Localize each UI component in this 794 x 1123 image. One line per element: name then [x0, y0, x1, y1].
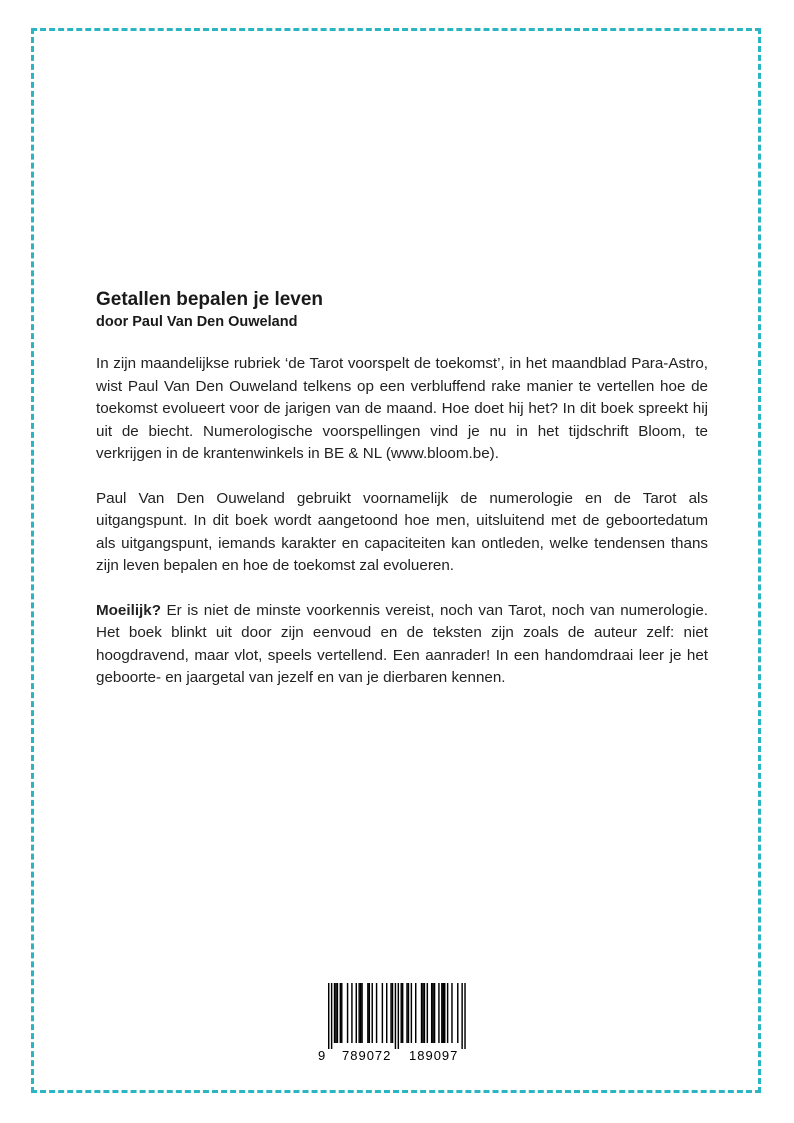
barcode-bar [415, 983, 416, 1043]
barcode-bar [422, 983, 423, 1043]
barcode-bar [431, 983, 432, 1043]
barcode-bar [337, 983, 338, 1043]
barcode-bar [461, 983, 462, 1049]
difficulty-text: Er is niet de minste voorkennis vereist, noch van Tarot, noch van numerologie. Het boek blinkt uit door zijn eenvoud en de teksten zijn zoals de auteur zelf: niet hoogdravend, maar vlot, speels vertellend. Een aanrader! In een handomdraai leer je het geboorte- en jaargetal van jezelf en van je dierbaren kennen. [96, 601, 708, 686]
barcode-bar [421, 983, 422, 1043]
barcode-bar [340, 983, 341, 1043]
barcode-bar [390, 983, 391, 1043]
difficulty-lead: Moeilijk? [96, 601, 161, 619]
book-byline: door Paul Van Den Ouweland [96, 314, 298, 330]
barcode-bar [356, 983, 357, 1043]
book-title: Getallen bepalen je leven [96, 289, 324, 310]
barcode-bar [406, 983, 407, 1043]
barcode-bar [369, 983, 370, 1043]
barcode-bar [398, 983, 399, 1049]
barcode-bar [395, 983, 396, 1049]
barcode-bar [386, 983, 387, 1043]
barcode-bar [402, 983, 403, 1043]
barcode-bar [441, 983, 442, 1043]
barcode-bar [341, 983, 342, 1043]
back-cover-text [96, 288, 708, 712]
barcode-bar [376, 983, 377, 1043]
barcode-bar [360, 983, 361, 1043]
barcode-bar [331, 983, 332, 1049]
barcode-bar [361, 983, 362, 1043]
barcode-digits-left: 789072 [342, 1048, 392, 1063]
paragraph-method: Paul Van Den Ouweland gebruikt voornamelijk de numerologie en de Tarot als uitgangspunt. In dit boek wordt aangetoond hoe men, uitsluitend met de geboortedatum als uitgangspunt, iemands karakter en capaciteiten kan ontleden, welke tendensen thans zijn leven bepalen en hoe de toekomst zal evolueren. [96, 489, 708, 574]
barcode-bar [427, 983, 428, 1043]
barcode-bar [335, 983, 336, 1043]
barcode-bar [411, 983, 412, 1043]
barcode-bar [334, 983, 335, 1043]
barcode-bar [434, 983, 435, 1043]
barcode-bar [447, 983, 448, 1043]
barcode-digit-first: 9 [318, 1048, 326, 1063]
barcode-bar [457, 983, 458, 1043]
barcode-digits-right: 189097 [409, 1048, 459, 1063]
barcode-digits [318, 1048, 470, 1064]
paragraph-intro: In zijn maandelijkse rubriek ‘de Tarot voorspelt de toekomst’, in het maandblad Para-Astro, wist Paul Van Den Ouweland telkens op een verbluffend rake manier te vertellen hoe de toekomst evolueert voor de jarigen van de maand. Hoe doet hij het? In dit boek spreekt hij uit de biecht. Numerologische voorspellingen vind je nu in het tijdschrift Bloom, te verkrijgen in de krantenwinkels in BE & NL (www.bloom.be). [96, 355, 708, 462]
barcode-bar [382, 983, 383, 1043]
barcode-bar [464, 983, 465, 1049]
barcode-bar [347, 983, 348, 1043]
paragraph-difficulty [96, 600, 708, 690]
barcode-bar [372, 983, 373, 1043]
barcode-bar [424, 983, 425, 1043]
barcode-bar [408, 983, 409, 1043]
barcode-bar [438, 983, 439, 1043]
barcode-bar [443, 983, 444, 1043]
barcode-bars [318, 983, 470, 1049]
barcode-bar [444, 983, 445, 1043]
isbn-barcode [318, 983, 470, 1063]
barcode-bar [401, 983, 402, 1043]
barcode-bar [392, 983, 393, 1043]
barcode-bar [358, 983, 359, 1043]
barcode-bar [351, 983, 352, 1043]
barcode-bar [367, 983, 368, 1043]
barcode-bar [451, 983, 452, 1043]
barcode-bar [432, 983, 433, 1043]
barcode-bar [328, 983, 329, 1049]
